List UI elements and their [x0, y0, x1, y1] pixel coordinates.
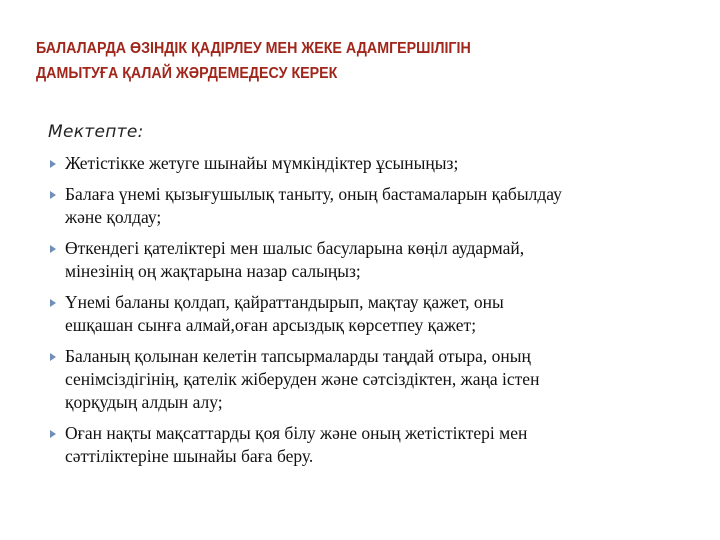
triangle-bullet-icon — [50, 353, 56, 361]
list-item — [48, 183, 688, 229]
section-subtitle: Мектепте: — [48, 122, 144, 142]
triangle-bullet-icon — [50, 160, 56, 168]
list-item-line: Жетістікке жетуге шынайы мүмкіндіктер ұсыныңыз; — [65, 153, 459, 173]
list-item-line: және қолдау; — [65, 207, 162, 227]
bullet-list — [48, 152, 688, 476]
title-line-1: БАЛАЛАРДА ӨЗІНДІК ҚАДІРЛЕУ МЕН ЖЕКЕ АДАМГЕРШІЛІГІН — [36, 40, 471, 57]
list-item — [48, 237, 688, 283]
list-item-line: сенімсіздігінің, қателік жіберуден және сәтсіздіктен, жаңа істен — [65, 369, 540, 389]
list-item-line: сәттіліктеріне шынайы баға беру. — [65, 446, 314, 466]
list-item — [48, 152, 688, 175]
list-item-line: Үнемі баланы қолдап, қайраттандырып, мақтау қажет, оны — [65, 292, 504, 312]
list-item — [48, 422, 688, 468]
list-item-line: Балаға үнемі қызығушылық таныту, оның бастамаларын қабылдау — [65, 184, 562, 204]
triangle-bullet-icon — [50, 430, 56, 438]
list-item-line: Оған нақты мақсаттарды қоя білу және оның жетістіктері мен — [65, 423, 528, 443]
list-item-line: ешқашан сынға алмай,оған арсыздық көрсетпеу қажет; — [65, 315, 477, 335]
triangle-bullet-icon — [50, 299, 56, 307]
list-item — [48, 345, 688, 414]
list-item — [48, 291, 688, 337]
slide-title — [36, 36, 625, 86]
triangle-bullet-icon — [50, 245, 56, 253]
list-item-line: Өткендегі қателіктері мен шалыс басуларына көңіл аудармай, — [65, 238, 525, 258]
list-item-line: Баланың қолынан келетін тапсырмаларды таңдай отыра, оның — [65, 346, 531, 366]
list-item-line: қорқудың алдын алу; — [65, 392, 223, 412]
list-item-line: мінезінің оң жақтарына назар салыңыз; — [65, 261, 361, 281]
triangle-bullet-icon — [50, 191, 56, 199]
title-line-2: ДАМЫТУҒА ҚАЛАЙ ЖӘРДЕМЕДЕСУ КЕРЕК — [36, 65, 338, 82]
